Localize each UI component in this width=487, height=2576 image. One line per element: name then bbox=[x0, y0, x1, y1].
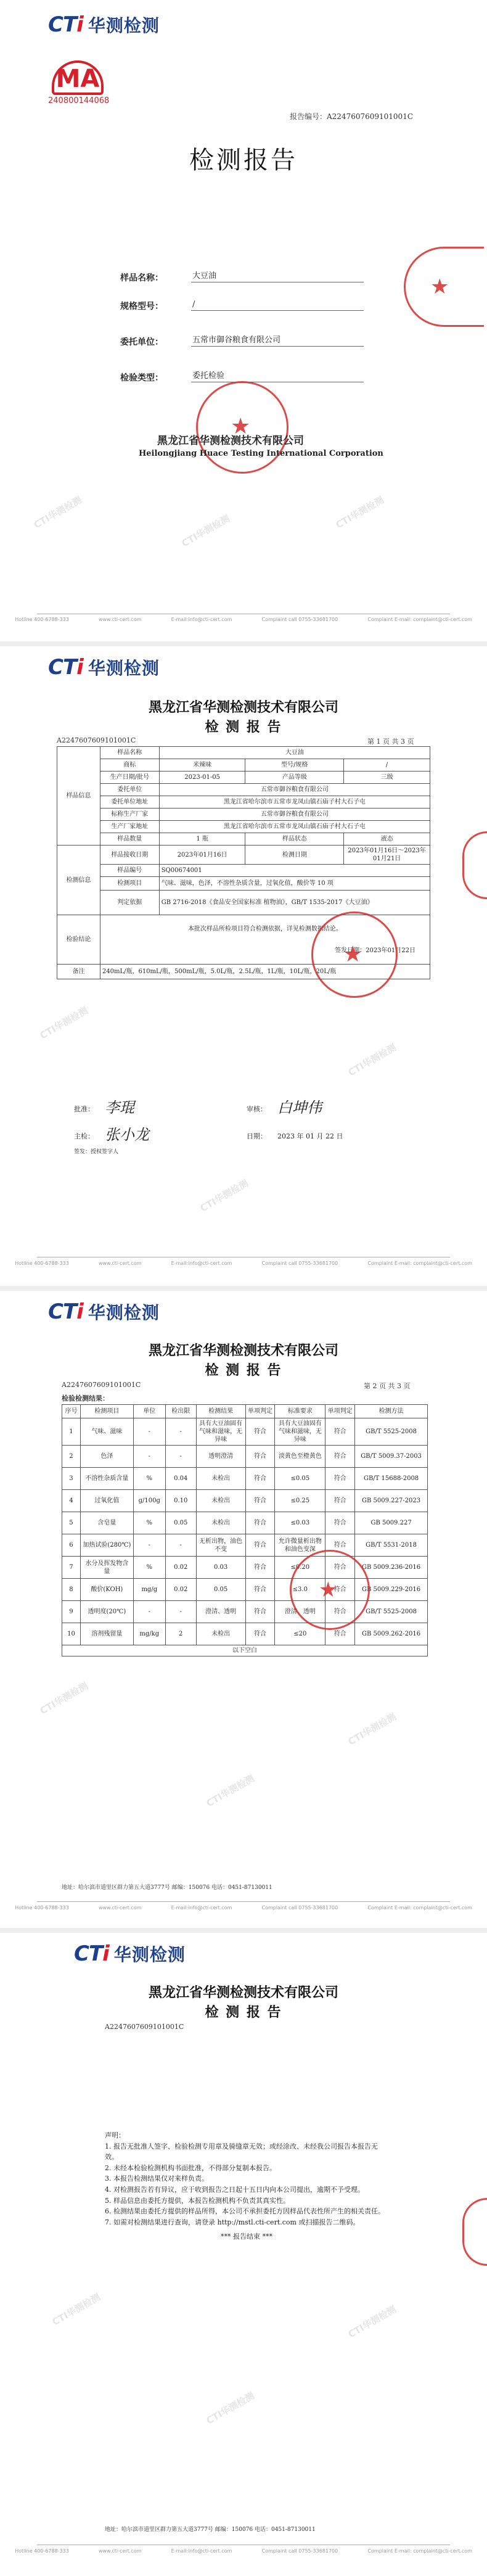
table-cell: 符合 bbox=[325, 1418, 355, 1446]
cover-page bbox=[0, 0, 487, 646]
table-cell: 6 bbox=[62, 1534, 81, 1557]
cover-title: 检测报告 bbox=[189, 146, 298, 175]
col-header: 检测结果 bbox=[196, 1405, 245, 1418]
group-test: 检测信息 bbox=[57, 846, 100, 915]
table-row bbox=[62, 1557, 428, 1579]
table-cell: 符合 bbox=[245, 1468, 275, 1490]
end-blank-note: 以下空白 bbox=[62, 1645, 428, 1656]
cell-label: 样品编号 bbox=[100, 865, 159, 877]
cell-value: 液态 bbox=[344, 833, 430, 846]
table-cell: ≤0.03 bbox=[275, 1512, 325, 1534]
table-cell: 符合 bbox=[325, 1468, 355, 1490]
footer-complaint-email: Complaint E-mail: complaint@cti-cert.com bbox=[367, 1261, 472, 1266]
cell-label: 委托单位 bbox=[100, 784, 159, 796]
statement-item: 5. 样品信息由委托方提供，本报告检测机构不负责其真实性。 bbox=[105, 2196, 290, 2205]
cell-label: 备注 bbox=[57, 965, 100, 979]
field-value-sample: 大豆油 bbox=[191, 270, 364, 282]
table-cell: 符合 bbox=[325, 1623, 355, 1645]
table-cell: 澄清、透明 bbox=[275, 1601, 325, 1623]
footer bbox=[0, 1261, 487, 1266]
table-cell: - bbox=[165, 1601, 196, 1623]
page-separator bbox=[0, 1286, 487, 1291]
table-row bbox=[62, 1579, 428, 1601]
table-cell: 1 bbox=[62, 1418, 81, 1446]
table-cell: - bbox=[133, 1601, 165, 1623]
table-cell: 符合 bbox=[325, 1601, 355, 1623]
statement-item: 4. 对检测报告若有异议，应于收到报告之日起十五日内向本公司提出，逾期不予受理。 bbox=[105, 2185, 364, 2194]
doc-page-info: 第 1 页 共 3 页 bbox=[367, 738, 414, 746]
table-row bbox=[62, 1490, 428, 1512]
cell-value: GB 2716-2018《食品安全国家标准 植物油》，GB/T 1535-2017《大豆油》 bbox=[159, 891, 430, 915]
cti-logo bbox=[74, 1941, 186, 1966]
table-cell: GB 5009.229-2016 bbox=[355, 1579, 428, 1601]
cell-label: 样品名称 bbox=[100, 747, 159, 759]
table-cell: GB 5009.227-2023 bbox=[355, 1490, 428, 1512]
table-cell: 符合 bbox=[245, 1512, 275, 1534]
watermark: CTI华测检测 bbox=[198, 1177, 250, 1214]
table-cell: GB/T 5531-2018 bbox=[355, 1534, 428, 1557]
table-cell: 0.03 bbox=[196, 1557, 245, 1579]
doc-company: 黑龙江省华测检测技术有限公司 bbox=[148, 699, 338, 715]
table-cell: 0.10 bbox=[165, 1490, 196, 1512]
cell-label: 检测项目 bbox=[100, 877, 159, 891]
statement-block bbox=[105, 2130, 388, 2242]
statement-seal-side bbox=[462, 2198, 487, 2266]
footer-complaint: Complaint call 0755-33681700 bbox=[261, 1905, 338, 1911]
cell-label: 检验结论 bbox=[57, 915, 100, 965]
table-cell: 0.02 bbox=[165, 1557, 196, 1579]
table-cell: 无析出物，油色不变 bbox=[196, 1534, 245, 1557]
footer-web: www.cti-cert.com bbox=[98, 1261, 142, 1266]
table-cell: 水分及挥发物含量 bbox=[80, 1557, 133, 1579]
footer-email: E-mail:info@cti-cert.com bbox=[171, 617, 232, 622]
statement-item: 6. 检测结果由委托方提供的样品所得，本公司不承担委托方因样品代表性所产生的相关责任。 bbox=[105, 2207, 385, 2216]
table-cell: ≤0.20 bbox=[275, 1557, 325, 1579]
watermark: CTI华测检测 bbox=[334, 494, 386, 531]
cti-logo-mark: CTi bbox=[48, 655, 83, 680]
watermark: CTI华测检测 bbox=[346, 1042, 398, 1079]
table-cell: 符合 bbox=[325, 1534, 355, 1557]
cell-value: 五常市御谷粮食有限公司 bbox=[159, 784, 430, 796]
tester-signature: 张小龙 bbox=[105, 1126, 149, 1143]
table-cell: 未检出 bbox=[196, 1512, 245, 1534]
table-cell: 色泽 bbox=[80, 1446, 133, 1468]
statement-title: 声明： bbox=[105, 2131, 125, 2139]
footer-hotline: Hotline 400-6788-333 bbox=[15, 1905, 69, 1911]
table-cell: 未检出 bbox=[196, 1468, 245, 1490]
results-section-title: 检验检测结果： bbox=[62, 1394, 109, 1402]
field-label-client: 委托单位： bbox=[120, 337, 163, 347]
doc-company: 黑龙江省华测检测技术有限公司 bbox=[148, 1343, 338, 1359]
table-cell: 澄清、透明 bbox=[196, 1601, 245, 1623]
table-cell: 符合 bbox=[245, 1418, 275, 1446]
table-cell: 4 bbox=[62, 1490, 81, 1512]
doc-company: 黑龙江省华测检测技术有限公司 bbox=[148, 1985, 338, 2001]
cell-label: 样品状态 bbox=[245, 833, 344, 846]
cma-logo bbox=[48, 60, 110, 106]
table-cell: % bbox=[133, 1468, 165, 1490]
field-value-client: 五常市御谷粮食有限公司 bbox=[191, 334, 364, 347]
conclusion-text: 本批次样品所检项目符合检测依据，详见检测数据结论。 bbox=[187, 925, 342, 932]
table-cell: 过氧化值 bbox=[80, 1490, 133, 1512]
cti-logo bbox=[48, 12, 160, 37]
results-page bbox=[0, 1291, 487, 1933]
results-seal bbox=[290, 1550, 370, 1630]
table-row bbox=[62, 1512, 428, 1534]
footer-complaint: Complaint call 0755-33681700 bbox=[261, 1261, 338, 1266]
table-cell: 0.04 bbox=[165, 1468, 196, 1490]
table-cell: 符合 bbox=[325, 1490, 355, 1512]
seal-star-icon: ★ bbox=[343, 942, 363, 967]
statement-page bbox=[0, 1933, 487, 2576]
note-text: 240mL/瓶，610mL/瓶，500mL/瓶，5.0L/瓶，2.5L/瓶，1L/瓶，10L/瓶，20L/瓶 bbox=[100, 965, 430, 979]
cti-logo-name: 华测检测 bbox=[88, 658, 160, 678]
footer bbox=[0, 2548, 487, 2554]
cell-label: 判定依据 bbox=[100, 891, 159, 915]
col-header: 单项判定 bbox=[245, 1405, 275, 1418]
doc-report-no: A2247607609101001C bbox=[62, 1381, 141, 1389]
summary-seal-side bbox=[462, 831, 487, 899]
cell-label: 商标 bbox=[100, 759, 159, 772]
cell-label: 样品接收日期 bbox=[100, 846, 159, 865]
cell-label: 检测日期 bbox=[245, 846, 344, 865]
cell-value: 2023-01-05 bbox=[159, 772, 245, 784]
table-cell: 允许微量析出物和油色变深 bbox=[275, 1534, 325, 1557]
table-row bbox=[62, 1468, 428, 1490]
table-cell: 符合 bbox=[325, 1512, 355, 1534]
table-cell: 符合 bbox=[245, 1579, 275, 1601]
table-cell: 8 bbox=[62, 1579, 81, 1601]
statement-item: 2. 未经本检验检测机构书面批准，不得部分复制本报告。 bbox=[105, 2163, 276, 2172]
date-label: 日期： bbox=[247, 1132, 267, 1140]
footer-email: E-mail:info@cti-cert.com bbox=[171, 1261, 232, 1266]
footer-hotline: Hotline 400-6788-333 bbox=[15, 2548, 69, 2554]
watermark: CTI华测检测 bbox=[179, 512, 232, 549]
issue-date: 签发日期：2023年01月22日 bbox=[335, 947, 415, 954]
table-cell: 气味、滋味 bbox=[80, 1418, 133, 1446]
footer-email: E-mail:info@cti-cert.com bbox=[171, 1905, 232, 1911]
col-header: 标准要求 bbox=[275, 1405, 325, 1418]
cell-value: 1 瓶 bbox=[159, 833, 245, 846]
cell-value: 2023年01月16日～2023年01月21日 bbox=[344, 846, 430, 865]
statement-item: 1. 报告无批准人签字、检验检测专用章及骑缝章无效；或经涂改、未经我公司报告本报告无效。 bbox=[105, 2142, 378, 2162]
table-cell: 透明澄清 bbox=[196, 1446, 245, 1468]
table-cell: ≤0.25 bbox=[275, 1490, 325, 1512]
doc-title: 检 测 报 告 bbox=[205, 1362, 282, 1378]
cell-label: 委托单位地址 bbox=[100, 796, 159, 809]
table-cell: 0.05 bbox=[196, 1579, 245, 1601]
table-cell: 2 bbox=[62, 1446, 81, 1468]
col-header: 检出限 bbox=[165, 1405, 196, 1418]
cell-label: 样品数量 bbox=[100, 833, 159, 846]
cti-logo bbox=[48, 655, 160, 680]
footer-complaint-email: Complaint E-mail: complaint@cti-cert.com bbox=[367, 1905, 472, 1911]
watermark: CTI华测检测 bbox=[204, 2390, 256, 2427]
table-cell: - bbox=[133, 1418, 165, 1446]
cell-value: 气味、滋味，色泽，不溶性杂质含量，过氧化值，酸价等 10 项 bbox=[159, 877, 430, 891]
footer-web: www.cti-cert.com bbox=[98, 1905, 142, 1911]
cell-label: 生产日期/批号 bbox=[100, 772, 159, 784]
approver-label: 批准： bbox=[74, 1105, 94, 1113]
table-cell: - bbox=[165, 1446, 196, 1468]
table-row bbox=[62, 1601, 428, 1623]
table-cell: g/100g bbox=[133, 1490, 165, 1512]
approver-signature: 李琨 bbox=[105, 1099, 134, 1116]
table-row bbox=[62, 1623, 428, 1645]
col-header: 单项判定 bbox=[325, 1405, 355, 1418]
cell-value: 黑龙江省哈尔滨市五常市龙凤山镇石庙子村大石子屯 bbox=[159, 821, 430, 833]
summary-seal bbox=[311, 911, 398, 998]
watermark: CTI华测检测 bbox=[31, 494, 84, 531]
table-row bbox=[62, 1534, 428, 1557]
footer-email: E-mail:info@cti-cert.com bbox=[171, 2548, 232, 2554]
cti-logo-name: 华测检测 bbox=[88, 1302, 160, 1323]
footer bbox=[0, 617, 487, 622]
footer-hotline: Hotline 400-6788-333 bbox=[15, 1261, 69, 1266]
cma-code: 240800144068 bbox=[48, 96, 110, 105]
table-cell: - bbox=[165, 1534, 196, 1557]
table-cell: % bbox=[133, 1512, 165, 1534]
table-cell: 5 bbox=[62, 1512, 81, 1534]
table-cell: 符合 bbox=[245, 1490, 275, 1512]
doc-title: 检 测 报 告 bbox=[205, 719, 282, 735]
table-cell: 溶剂残留量 bbox=[80, 1623, 133, 1645]
cell-value: 大豆油 bbox=[159, 747, 430, 759]
doc-report-no: A2247607609101001C bbox=[57, 736, 136, 744]
table-cell: 不溶性杂质含量 bbox=[80, 1468, 133, 1490]
field-label-model: 规格型号： bbox=[120, 302, 163, 311]
table-cell: 加热试验(280℃) bbox=[80, 1534, 133, 1557]
footer bbox=[0, 1905, 487, 1911]
summary-page bbox=[0, 646, 487, 1291]
table-cell: 10 bbox=[62, 1623, 81, 1645]
table-cell: GB 5009.227 bbox=[355, 1512, 428, 1534]
table-cell: GB/T 5525-2008 bbox=[355, 1601, 428, 1623]
tester-label: 主检： bbox=[74, 1132, 94, 1140]
footer-complaint-email: Complaint E-mail: complaint@cti-cert.com bbox=[367, 2548, 472, 2554]
table-cell: ≤20 bbox=[275, 1623, 325, 1645]
col-header: 单位 bbox=[133, 1405, 165, 1418]
watermark: CTI华测检测 bbox=[50, 2291, 102, 2328]
cell-value: / bbox=[344, 759, 430, 772]
col-header: 序号 bbox=[62, 1405, 81, 1418]
table-cell: 具有大豆油固有气味和滋味，无异味 bbox=[275, 1418, 325, 1446]
statement-item: 7. 如需对检测结果进行查询，请登录 http://mstl.cti-cert.com 或扫描报告二维码。 bbox=[105, 2218, 360, 2226]
results-table bbox=[62, 1404, 428, 1656]
address-note: 地址：哈尔滨市道里区群力第五大道3777号 邮编：150076 电话：0451-87130011 bbox=[105, 2527, 316, 2533]
table-cell: 未检出 bbox=[196, 1623, 245, 1645]
address-note: 地址：哈尔滨市道里区群力第五大道3777号 邮编：150076 电话：0451-87130011 bbox=[62, 1885, 272, 1891]
footer-complaint-email: Complaint E-mail: complaint@cti-cert.com bbox=[367, 617, 472, 622]
watermark: CTI华测检测 bbox=[204, 1772, 256, 1809]
signatory-note: 签发：授权签字人 bbox=[74, 1149, 119, 1155]
watermark: CTI华测检测 bbox=[38, 1005, 90, 1042]
table-cell: 符合 bbox=[245, 1601, 275, 1623]
page-separator bbox=[0, 1928, 487, 1933]
watermark: CTI华测检测 bbox=[38, 1680, 90, 1717]
cti-logo-mark: CTi bbox=[48, 1299, 83, 1324]
cell-label: 产品等级 bbox=[245, 772, 344, 784]
page-separator bbox=[0, 641, 487, 646]
footer-divider bbox=[37, 1901, 450, 1902]
cell-value: 2023年01月16日 bbox=[159, 846, 245, 865]
table-cell: - bbox=[133, 1446, 165, 1468]
table-cell: GB/T 15688-2008 bbox=[355, 1468, 428, 1490]
table-cell: 符合 bbox=[325, 1446, 355, 1468]
col-header: 检测项目 bbox=[80, 1405, 133, 1418]
doc-page-info: 第 2 页 共 3 页 bbox=[364, 1382, 411, 1390]
report-end: *** 报告结束 *** bbox=[221, 2232, 272, 2241]
table-cell: - bbox=[165, 1418, 196, 1446]
reviewer-signature: 白坤伟 bbox=[277, 1099, 322, 1116]
doc-title: 检 测 报 告 bbox=[205, 2004, 282, 2020]
cell-label: 型号/规格 bbox=[245, 759, 344, 772]
table-cell: 符合 bbox=[245, 1557, 275, 1579]
company-name-cn: 黑龙江省华测检测技术有限公司 bbox=[157, 435, 304, 447]
cell-value: 黑龙江省哈尔滨市五常市龙凤山镇石庙子村大石子屯 bbox=[159, 796, 430, 809]
table-cell: % bbox=[133, 1557, 165, 1579]
table-cell: 符合 bbox=[245, 1446, 275, 1468]
table-cell: 7 bbox=[62, 1557, 81, 1579]
table-cell: 0.02 bbox=[165, 1579, 196, 1601]
table-cell: 淡黄色至橙黄色 bbox=[275, 1446, 325, 1468]
footer-web: www.cti-cert.com bbox=[98, 617, 142, 622]
watermark: CTI华测检测 bbox=[346, 1711, 398, 1748]
cell-label: 标称生产厂家 bbox=[100, 809, 159, 821]
cti-logo-mark: CTi bbox=[74, 1941, 109, 1966]
cti-logo-mark: CTi bbox=[48, 12, 83, 37]
cover-seal-center bbox=[196, 381, 289, 474]
table-cell: 未检出 bbox=[196, 1490, 245, 1512]
col-header: 检测方法 bbox=[355, 1405, 428, 1418]
footer-complaint: Complaint call 0755-33681700 bbox=[261, 617, 338, 622]
table-cell: GB 5009.236-2016 bbox=[355, 1557, 428, 1579]
statement-item: 3. 本报告检测结果仅对来样负责。 bbox=[105, 2175, 208, 2183]
table-cell: 3 bbox=[62, 1468, 81, 1490]
cell-label: 生产厂家地址 bbox=[100, 821, 159, 833]
seal-star-icon: ★ bbox=[430, 274, 449, 299]
watermark: CTI华测检测 bbox=[346, 2303, 398, 2340]
cover-seal-side bbox=[404, 247, 484, 327]
table-cell: ≤3.0 bbox=[275, 1579, 325, 1601]
table-cell: 符合 bbox=[325, 1579, 355, 1601]
table-cell: GB/T 5009.37-2003 bbox=[355, 1446, 428, 1468]
table-cell: 符合 bbox=[245, 1623, 275, 1645]
table-row bbox=[62, 1446, 428, 1468]
field-value-model: / bbox=[191, 298, 364, 311]
table-cell: 符合 bbox=[245, 1534, 275, 1557]
table-cell: mg/g bbox=[133, 1579, 165, 1601]
doc-report-no: A2247607609101001C bbox=[105, 2023, 184, 2031]
field-value-type: 委托检验 bbox=[191, 370, 364, 382]
cti-logo bbox=[48, 1299, 160, 1324]
table-cell: 0.05 bbox=[165, 1512, 196, 1534]
table-cell: 2 bbox=[165, 1623, 196, 1645]
table-cell: ≤0.05 bbox=[275, 1468, 325, 1490]
table-cell: - bbox=[133, 1534, 165, 1557]
table-cell: 具有大豆油固有气味和滋味，无异味 bbox=[196, 1418, 245, 1446]
cell-value: 三级 bbox=[344, 772, 430, 784]
table-cell: 含皂量 bbox=[80, 1512, 133, 1534]
group-sample: 样品信息 bbox=[57, 747, 100, 846]
cell-value: SQ00674001 bbox=[159, 865, 430, 877]
results-body bbox=[62, 1418, 428, 1645]
footer-web: www.cti-cert.com bbox=[98, 2548, 142, 2554]
table-cell: 酸价(KOH) bbox=[80, 1579, 133, 1601]
reviewer-label: 审核： bbox=[247, 1105, 267, 1113]
seal-star-icon: ★ bbox=[231, 414, 251, 439]
field-label-type: 检验类型： bbox=[120, 373, 163, 383]
table-cell: mg/kg bbox=[133, 1623, 165, 1645]
cti-logo-name: 华测检测 bbox=[113, 1944, 186, 1965]
field-label-sample: 样品名称： bbox=[120, 273, 163, 283]
footer-complaint: Complaint call 0755-33681700 bbox=[261, 2548, 338, 2554]
cti-logo-name: 华测检测 bbox=[88, 15, 160, 36]
sign-date: 2023 年 01 月 22 日 bbox=[277, 1132, 343, 1140]
cell-value: 五常市御谷粮食有限公司 bbox=[159, 809, 430, 821]
cell-value: 米辣味 bbox=[159, 759, 245, 772]
footer-hotline: Hotline 400-6788-333 bbox=[15, 617, 69, 622]
table-cell: 透明度(20℃) bbox=[80, 1601, 133, 1623]
report-number: 报告编号：A2247607609101001C bbox=[290, 112, 414, 121]
company-name-en: Heilongjiang Huace Testing International Corporation bbox=[139, 449, 383, 458]
table-cell: 符合 bbox=[325, 1557, 355, 1579]
table-cell: GB/T 5525-2008 bbox=[355, 1418, 428, 1446]
table-cell: 9 bbox=[62, 1601, 81, 1623]
cma-letters: MA bbox=[52, 60, 104, 95]
table-cell: GB 5009.262-2016 bbox=[355, 1623, 428, 1645]
table-row bbox=[62, 1418, 428, 1446]
seal-star-icon: ★ bbox=[319, 1578, 338, 1602]
